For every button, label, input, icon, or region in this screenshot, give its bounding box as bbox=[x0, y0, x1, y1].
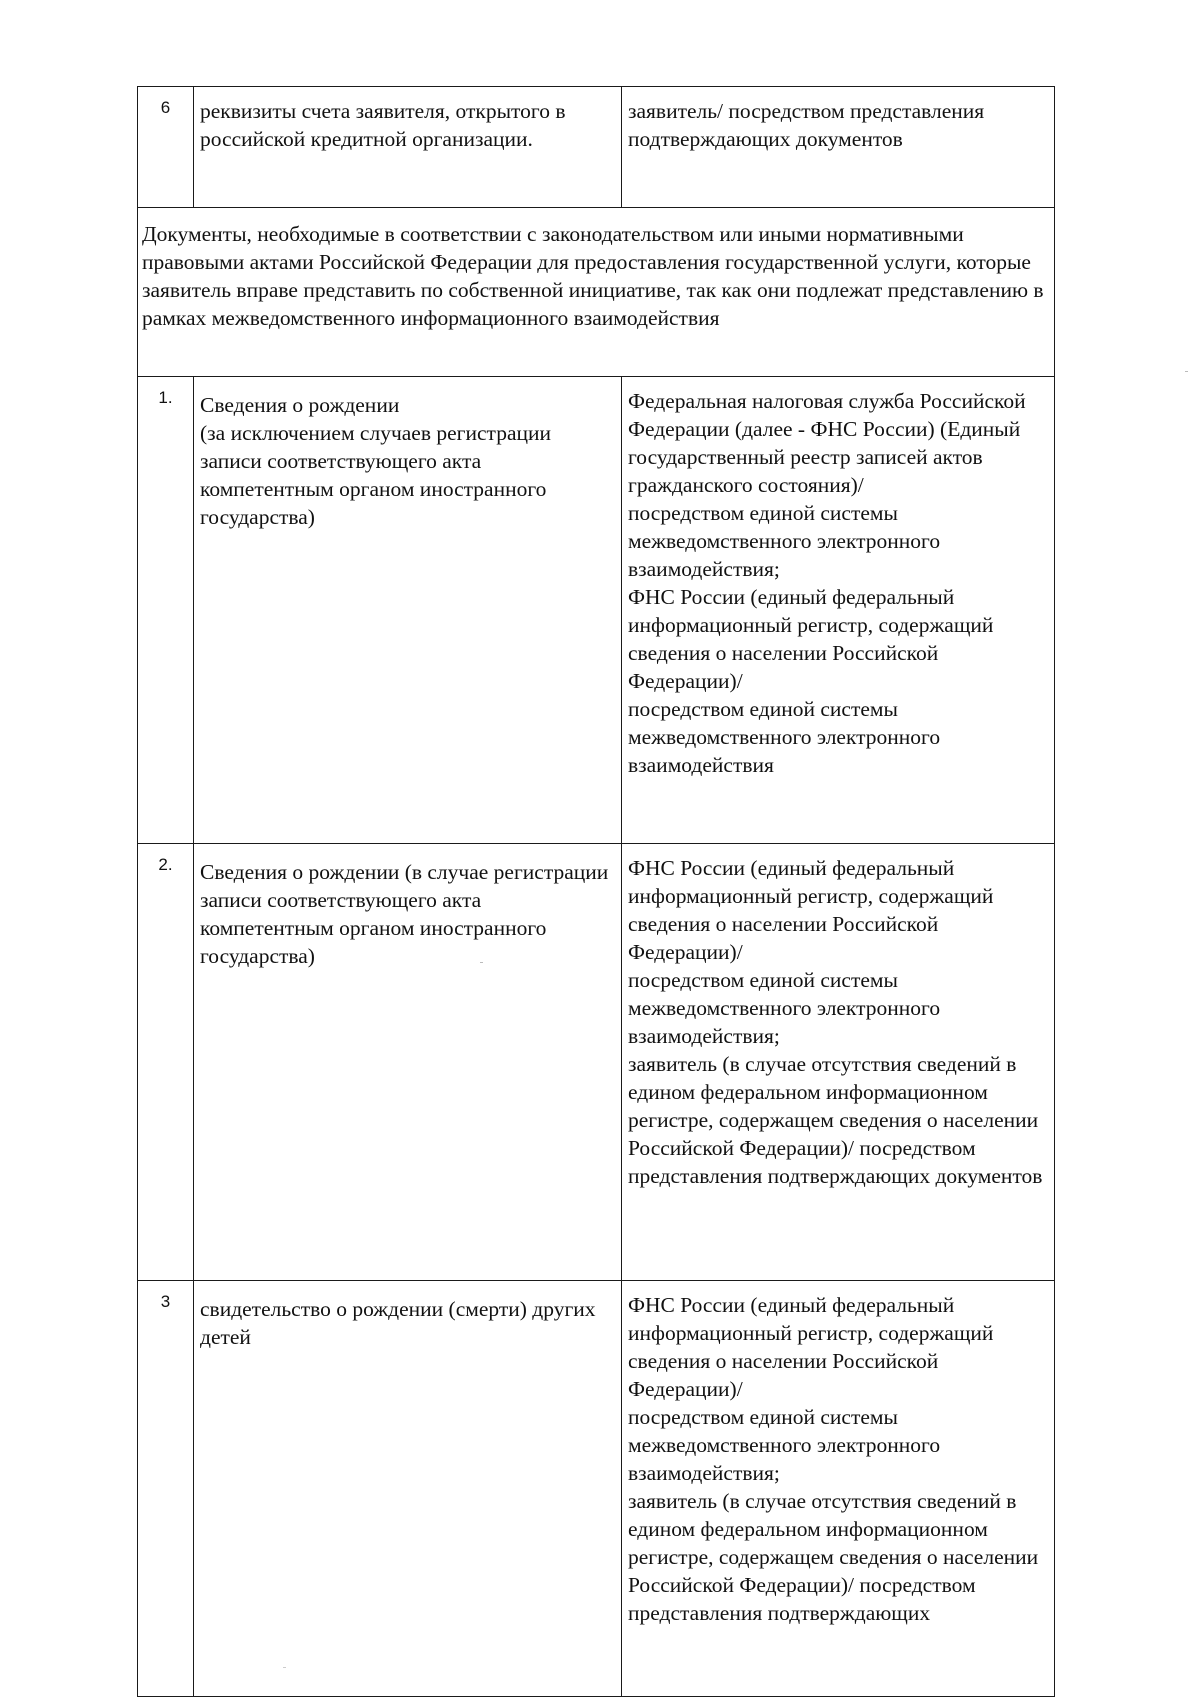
source-cell: заявитель/ посредством представления подтверждающих документов bbox=[622, 87, 1055, 208]
scan-speck bbox=[1185, 371, 1188, 372]
table-row bbox=[138, 1281, 1055, 1697]
row-number: 3 bbox=[138, 1281, 194, 1697]
scan-speck bbox=[283, 1667, 286, 1668]
table-row bbox=[138, 87, 1055, 208]
row-number: 1. bbox=[138, 377, 194, 844]
source-cell: Федеральная налоговая служба Российской Федерации (далее - ФНС России) (Единый государственный реестр записей актов гражданского состояния)/ посредством единой системы межведомственного электронного взаимодействия; ФНС России (единый федеральный информационный регистр, содержащий сведения о населении Российской Федерации)/ посредством единой системы межведомственного электронного взаимодействия bbox=[622, 377, 1055, 844]
row-number: 6 bbox=[138, 87, 194, 208]
documents-table bbox=[137, 86, 1055, 1697]
document-name-cell: Сведения о рождении (в случае регистрации записи соответствующего акта компетентным органом иностранного государства) bbox=[194, 844, 622, 1281]
section-heading-row bbox=[138, 208, 1055, 377]
scan-speck bbox=[480, 962, 483, 963]
document-name-cell: Сведения о рождении (за исключением случаев регистрации записи соответствующего акта компетентным органом иностранного государства) bbox=[194, 377, 622, 844]
section-heading: Документы, необходимые в соответствии с законодательством или иными нормативными правовыми актами Российской Федерации для предоставления государственной услуги, которые заявитель вправе представить по собственной инициативе, так как они подлежат представлению в рамках межведомственного информационного взаимодействия bbox=[138, 208, 1055, 377]
row-number: 2. bbox=[138, 844, 194, 1281]
document-name-cell: свидетельство о рождении (смерти) других детей bbox=[194, 1281, 622, 1697]
source-cell: ФНС России (единый федеральный информационный регистр, содержащий сведения о населении Российской Федерации)/ посредством единой системы межведомственного электронного взаимодействия; заявитель (в случае отсутствия сведений в едином федеральном информационном регистре, содержащем сведения о населении Российской Федерации)/ посредством представления подтверждающих bbox=[622, 1281, 1055, 1697]
table-row bbox=[138, 377, 1055, 844]
table-row bbox=[138, 844, 1055, 1281]
document-name-cell: реквизиты счета заявителя, открытого в российской кредитной организации. bbox=[194, 87, 622, 208]
source-cell: ФНС России (единый федеральный информационный регистр, содержащий сведения о населении Российской Федерации)/ посредством единой системы межведомственного электронного взаимодействия; заявитель (в случае отсутствия сведений в едином федеральном информационном регистре, содержащем сведения о населении Российской Федерации)/ посредством представления подтверждающих документов bbox=[622, 844, 1055, 1281]
